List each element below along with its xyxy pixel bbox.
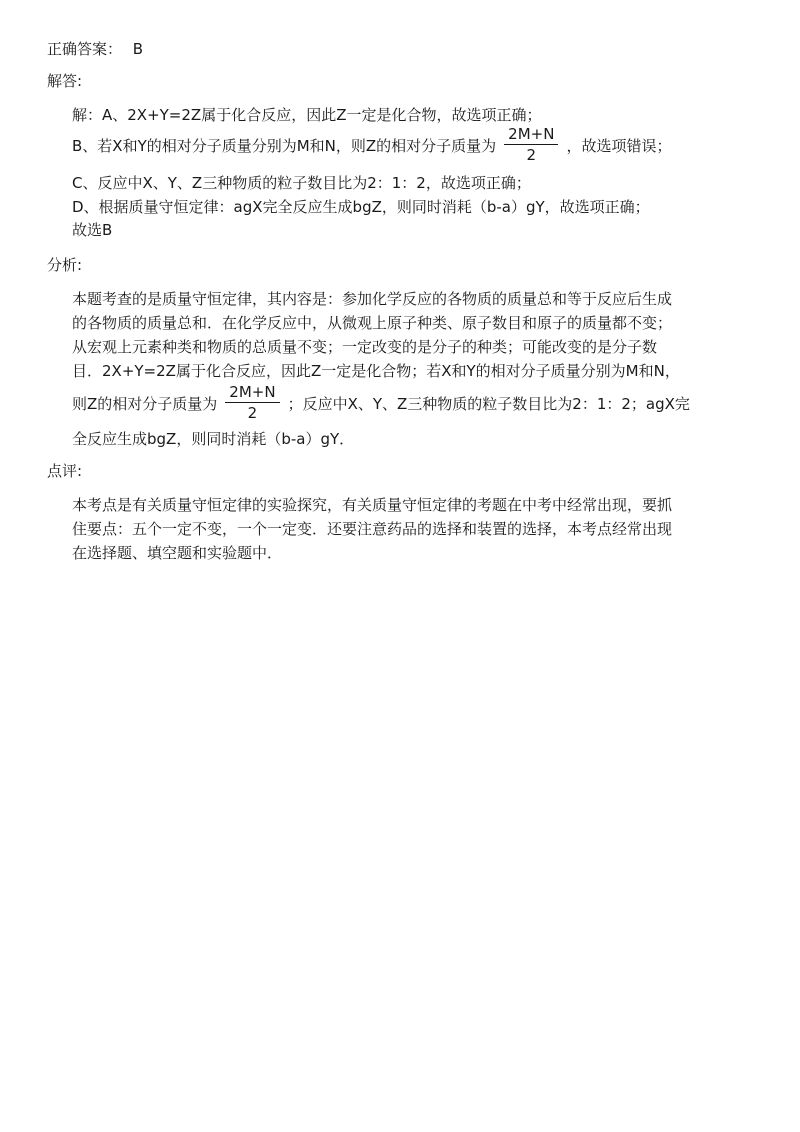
analysis-line-5 [72, 384, 690, 425]
fraction-numerator: 2M+N [504, 124, 558, 145]
fraction-denominator: 2 [526, 146, 537, 164]
analysis-line-5-tail: ；反应中X、Y、Z三种物质的粒子数目比为2：1：2；agX完 [287, 395, 690, 413]
analysis-line-2: 的各物质的质量总和．在化学反应中，从微观上原子种类、原子数目和原子的质量都不变； [72, 314, 673, 332]
analysis-line-1: 本题考查的是质量守恒定律，其内容是：参加化学反应的各物质的质量总和等于反应后生成 [72, 290, 673, 308]
solution-line-a: 解：A、2X+Y=2Z属于化合反应，因此Z一定是化合物，故选项正确； [72, 106, 542, 124]
solution-fraction [504, 124, 558, 165]
analysis-line-6: 全反应生成bgZ，则同时消耗（b-a）gY． [72, 430, 355, 448]
comment-heading: 点评: [47, 462, 83, 480]
fraction-numerator: 2M+N [225, 382, 279, 403]
analysis-line-3: 从宏观上元素种类和物质的总质量不变；一定改变的是分子的种类；可能改变的是分子数 [72, 338, 658, 356]
comment-line-3: 在选择题、填空题和实验题中． [72, 544, 283, 562]
comment-line-2: 住要点：五个一定不变，一个一定变．还要注意药品的选择和装置的选择，本考点经常出现 [72, 520, 673, 538]
solution-line-d: D、根据质量守恒定律：agX完全反应生成bgZ，则同时消耗（b-a）gY，故选项正确； [72, 198, 650, 216]
answer-label: 正确答案： [47, 40, 123, 58]
analysis-fraction [225, 382, 279, 423]
solution-line-b-tail: ，故选项错误； [566, 137, 672, 155]
solution-heading: 解答: [47, 72, 83, 90]
analysis-line-5-text: 则Z的相对分子质量为 [72, 395, 218, 413]
solution-line-conclusion: 故选B [72, 221, 113, 239]
analysis-line-4: 目．2X+Y=2Z属于化合反应，因此Z一定是化合物；若X和Y的相对分子质量分别为M和N， [72, 362, 680, 380]
solution-line-b [72, 126, 671, 167]
answer-line [47, 38, 143, 60]
solution-line-b-text: B、若X和Y的相对分子质量分别为M和N，则Z的相对分子质量为 [72, 137, 497, 155]
solution-line-c: C、反应中X、Y、Z三种物质的粒子数目比为2：1：2，故选项正确； [72, 174, 531, 192]
answer-value: B [132, 40, 144, 58]
analysis-heading: 分析: [47, 256, 83, 274]
comment-line-1: 本考点是有关质量守恒定律的实验探究，有关质量守恒定律的考题在中考中经常出现，要抓 [72, 496, 673, 514]
fraction-denominator: 2 [247, 404, 258, 422]
